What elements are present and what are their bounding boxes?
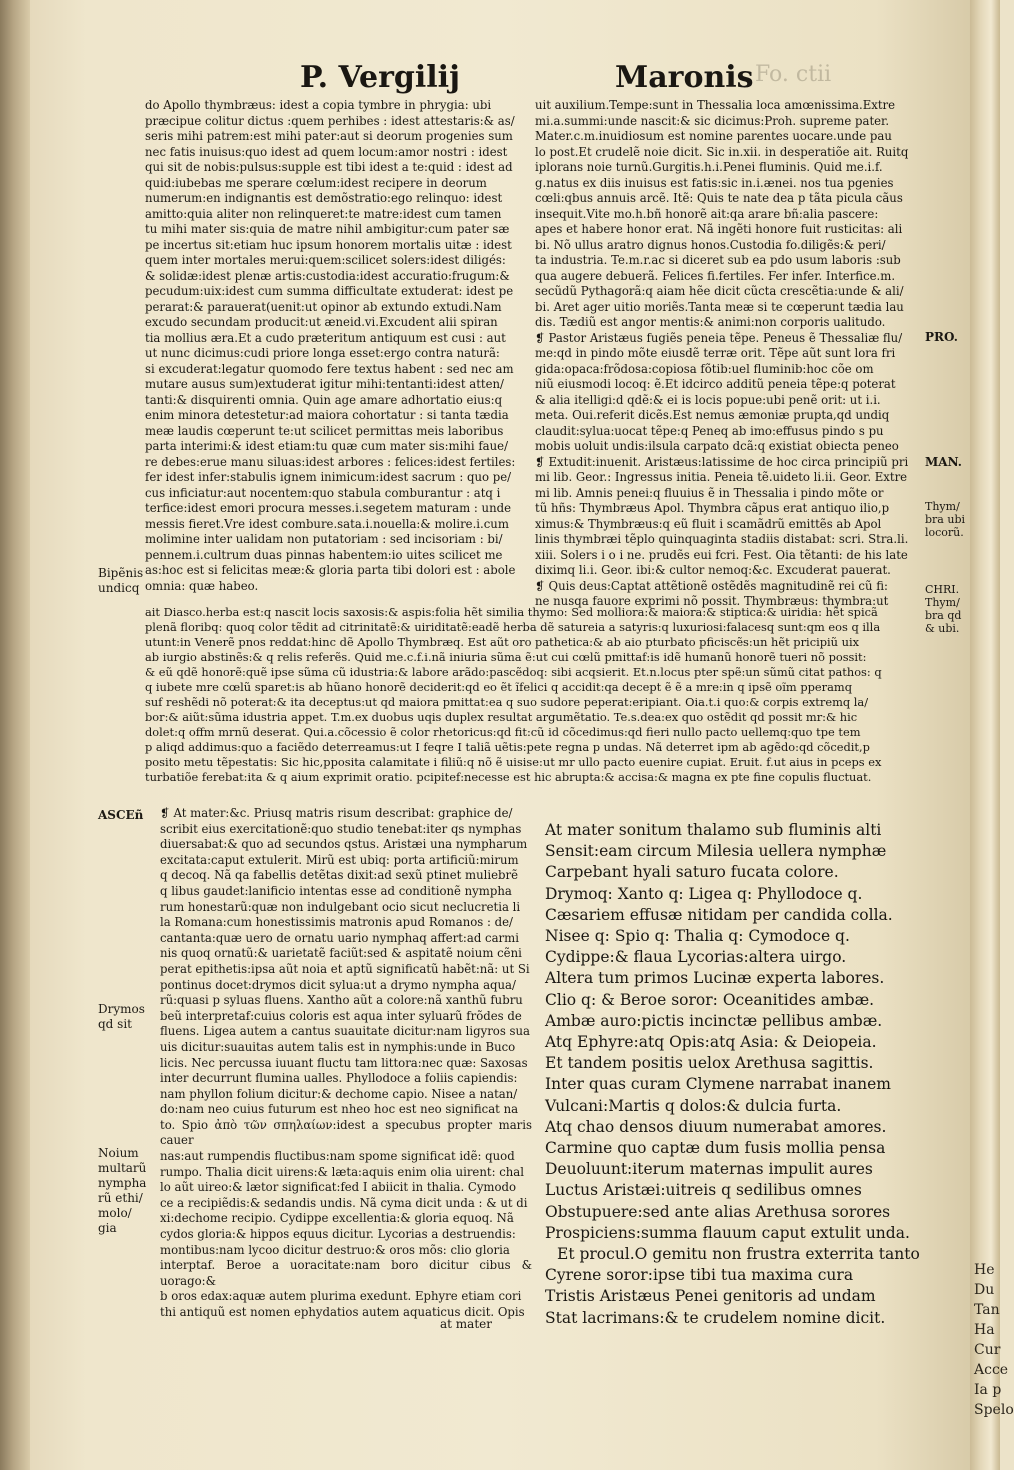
text-line: Tristis Aristæus Penei genitoris ad undam: [545, 1287, 876, 1306]
text-line: ❡ Pastor Aristæus fugiẽs peneia tẽpe. Peneus ẽ Thessaliæ flu/: [535, 330, 903, 345]
text-line: & eũ qdẽ honorẽ:quẽ ipse sũma cũ idustria:& labore arãdo:pascẽdoq: sibi acqsierit. Et.n.locus pter spẽ:un sũmũ citat pathos: q: [145, 665, 882, 679]
text-line: xiii. Solers i o i ne. prudẽs eui fcri. Fest. Oia tẽtanti: de his late: [535, 547, 908, 562]
text-line: fluens. Ligea autem a cantus suauitate dicitur:nam ligyros sua: [160, 1024, 531, 1039]
text-line: ut nunc dicimus:cudi priore longa esset:ergo contra naturã:: [145, 346, 500, 360]
facing-page-line: Tan: [974, 1302, 1000, 1318]
text-line: quid:iubebas me sperare cœlum:idest recipere in deorum: [145, 175, 487, 190]
margin-note-line: Thym/: [925, 596, 960, 609]
text-line: lo post.Et crudelẽ noie dicit. Sic in.xii. in desperatiõe ait. Ruitq: [535, 144, 909, 159]
margin-note-line: bra qd: [925, 609, 962, 622]
text-line: excudo secundam producit:ut æneid.vi.Excudent alii spiran: [145, 315, 498, 329]
text-line: enim minora detestetur:ad maiora cohortatur : si tanta tædia: [145, 408, 509, 422]
text-line: nam phyllon folium dicitur:& dechome capio. Nisee a natan/: [160, 1086, 518, 1101]
text-line: ta industria. Te.m.r.ac si diceret sub ea pdo usum laboris :sub: [535, 253, 901, 267]
text-line: si excuderat:legatur quomodo fere textus habent : sed nec am: [145, 361, 514, 376]
margin-note-line: gia: [98, 1221, 117, 1235]
text-line: meta. Oui.referit dicẽs.Est nemus æmoniæ prupta,qd undiq: [535, 408, 890, 422]
text-line: la Romana:cum honestissimis matronis apud Romanos : de/: [160, 915, 513, 930]
text-line: uis dicitur:suauitas autem talis est in nymphis:unde in Buco: [160, 1039, 516, 1054]
margin-note-line: rũ ethi/: [98, 1191, 143, 1205]
facing-page-line: Cur: [974, 1342, 1001, 1358]
text-line: mobis uoluit undis:ilsula carpato dcã:q existiat obiecta peneo: [535, 439, 899, 453]
text-line: Et procul.O gemitu non frustra exterrita tanto: [557, 1245, 920, 1264]
verse-text: [545, 820, 925, 1329]
text-line: rumpo. Thalia dicit uirens:& læta:aquis enim olia uirent: chal: [160, 1164, 525, 1179]
text-line: montibus:nam lycoo dicitur destruo:& oros mõs: clio gloria: [160, 1242, 510, 1257]
margin-note-line: nympha: [98, 1176, 147, 1190]
text-line: tũ hñs: Thymbræus Apol. Thymbra cãpus erat antiquo ilio,p: [535, 501, 890, 515]
text-line: mi lib. Geor.: Ingressus initia. Peneia tẽ.uideto li.ii. Geor. Extre: [535, 470, 908, 484]
text-line: ait Diasco.herba est:q nascit locis saxosis:& aspis:folia hẽt similia thymo: Sed molliora:& maiora:& stiptica:& uiridia: hẽt spicã: [145, 605, 878, 619]
foliation-bleed: Fo. ctii: [755, 62, 832, 87]
text-line: messis fieret.Vre idest combure.sata.i.nouella:& molire.i.cum: [145, 516, 509, 531]
text-line: Stat lacrimans:& te crudelem nomine dicit.: [545, 1308, 886, 1327]
text-line: quem inter mortales merui:quem:scilicet solers:idest diligés:: [145, 253, 506, 267]
margin-note-line: locorũ.: [925, 526, 964, 539]
text-line: ne nusqa fauore exprimi nõ possit. Thymbræus: thymbra:ut: [535, 594, 889, 608]
text-line: amitto:quia aliter non relinqueret:te matre:idest cum tamen: [145, 206, 502, 221]
text-line: linis thymbræi tẽplo quinquaginta stadiis distabat: scri. Stra.li.: [535, 532, 909, 546]
margin-note-bipennis: [98, 566, 143, 596]
text-line: terfice:idest emori procura messes.i.segetem maturam : unde: [145, 501, 511, 515]
commentary-right-column: [535, 98, 918, 610]
catchword: at mater: [440, 1317, 492, 1331]
text-line: to. Spio ἀπὸ τῶν σπηλαίων:idest a specubus propter maris cauer: [160, 1117, 532, 1148]
facing-page-line: Ia p: [974, 1382, 1002, 1398]
text-line: gida:opaca:frõdosa:copiosa fõtib:uel fluminib:hoc cõe om: [535, 361, 874, 376]
text-line: Ambæ auro:pictis incinctæ pellibus ambæ.: [545, 1011, 883, 1030]
margin-note-ascen: ASCEñ: [98, 808, 144, 822]
text-line: secũdũ Pythagorã:q aiam hẽe dicit cũcta crescẽtia:unde & ali/: [535, 284, 904, 298]
text-line: claudit:sylua:uocat tẽpe:q Peneq ab imo:effusus pindo s pu: [535, 423, 884, 438]
text-line: qua augere debuerã. Felices fi.fertiles. Fer infer. Interfice.m.: [535, 268, 896, 283]
text-line: dis. Tædiũ est angor mentis:& animi:non corporis ualitudo.: [535, 315, 886, 329]
text-line: dolet:q offm mrnũ deserat. Qui.a.cõcessio ẽ color rhetoricus:qd fit:cũ id cõcedimus:qd fieri nullo pacto uellemq:quo tpe tem: [145, 725, 861, 739]
text-line: q iubete mre cœlũ sparet:is ab hũano honorẽ deciderit:qd eo ẽt ĩfelici q accidit:qa decept ẽ ẽ a mre:in q ipsẽ oĩm pperamq: [145, 680, 852, 694]
text-line: ❡ At mater:&c. Priusq matris risum describat: graphice de/: [160, 806, 513, 820]
text-line: ximus:& Thymbræus:q eũ fluit i scamãdrũ emittẽs ab Apol: [535, 516, 882, 531]
text-line: interptaf. Beroe a uoracitate:nam boro dicitur cibus & uorago:&: [160, 1258, 532, 1288]
text-line: nis quoq ornatũ:& uarietatẽ faciũt:sed & aspitatẽ noium cẽni: [160, 946, 522, 961]
header-author: P. Vergilij: [300, 60, 460, 95]
text-line: as:hoc est si felicitas meæ:& gloria parta tibi dolori est : abole: [145, 563, 516, 577]
commentary-lower-left-column: [160, 806, 532, 1321]
margin-note-line: multarũ: [98, 1161, 147, 1175]
facing-page-line: Du: [974, 1282, 995, 1298]
text-line: Carpebant hyali saturo fucata colore.: [545, 863, 839, 882]
text-line: cydos gloria:& hippos equus dicitur. Lycorias a destruendis:: [160, 1227, 516, 1242]
text-line: Obstupuere:sed ante alias Arethusa sorores: [545, 1202, 891, 1221]
margin-note-line: Bipẽnis: [98, 566, 144, 580]
text-line: bi. Aret ager uitio moriẽs.Tanta meæ si te cœperunt tædia lau: [535, 299, 904, 314]
text-line: diximq li.i. Geor. ibi:& cultor nemoq:&c. Excuderat pauerat.: [535, 563, 891, 577]
facing-page-line: Acce: [974, 1362, 1009, 1378]
text-line: iplorans noie turnũ.Gurgitis.h.i.Penei fluminis. Quid me.i.f.: [535, 160, 883, 174]
margin-note-line: bra ubi: [925, 513, 965, 526]
text-line: nec fatis inuisus:quo idest ad quem locum:amor nostri : idest: [145, 144, 508, 159]
text-line: molimine inter ualidam non putatoriam : sed incisoriam : bi/: [145, 532, 503, 546]
text-line: insequit.Vite mo.h.bñ honorẽ ait:qa arare bñ:alia pascere:: [535, 206, 879, 221]
text-line: nas:aut rumpendis fluctibus:nam spome significat idẽ: quod: [160, 1149, 515, 1164]
text-line: q decoq. Nã qa fabellis detẽtas dixit:ad sexũ ptinet muliebrẽ: [160, 868, 519, 883]
text-line: thi antiquũ est nomen ephydatios autem aquaticus dicit. Opis: [160, 1305, 525, 1319]
text-line: perarat:& parauerat(uenit:ut opinor ab extundo extudi.Nam: [145, 299, 502, 314]
text-line: perat epithetis:ipsa aũt noia et aptũ significatũ habẽt:nã: ut Si: [160, 961, 530, 976]
text-line: niũ eiusmodi locoq: ẽ.Et idcirco additũ peneia tẽpe:q poterat: [535, 377, 896, 391]
text-line: cantanta:quæ uero de ornatu uario nymphaq affert:ad carmi: [160, 930, 519, 945]
text-line: apes et habere honor erat. Nã ingẽti honore fuit rusticitas: ali: [535, 222, 903, 236]
text-line: Clio q: & Beroe soror: Oceanitides ambæ.: [545, 990, 875, 1009]
text-line: excitata:caput extulerit. Mirũ est ubiq: porta artificiũ:mirum: [160, 852, 519, 867]
text-line: re debes:erue manu siluas:idest arbores : felices:idest fertiles:: [145, 454, 516, 469]
text-line: seris mihi patrem:est mihi pater:aut si deorum progenies sum: [145, 129, 513, 143]
text-line: Atq Ephyre:atq Opis:atq Asia: & Deiopeia.: [545, 1033, 877, 1052]
margin-note-line: Thym/: [925, 500, 960, 513]
facing-page-line: Ha: [974, 1322, 995, 1338]
facing-page-line: He: [974, 1262, 995, 1278]
text-line: Mater.c.m.inuidiosum est nomine parentes uocare.unde pau: [535, 129, 892, 143]
text-line: posito metu tẽpestatis: Sic hic,pposita calamitate i filiũ:q nõ ẽ uisise:ut mr ullo pacto euenire cupiat. Eruit. f.ut aius in pceps ex: [145, 755, 882, 769]
commentary-left-column: [145, 98, 528, 594]
text-line: b oros edax:aquæ autem plurima exedunt. Ephyre etiam cori: [160, 1289, 522, 1304]
text-line: Prospiciens:summa flauum caput extulit unda.: [545, 1223, 910, 1242]
commentary-full-width-block: [145, 605, 920, 785]
text-line: uit auxilium.Tempe:sunt in Thessalia loca amœnissima.Extre: [535, 98, 896, 112]
text-line: q libus gaudet:lanificio intentas esse ad conditionẽ nympha: [160, 883, 512, 898]
text-line: g.natus ex diis inuisus est fatis:sic in.i.ænei. nos tua pgenies: [535, 175, 894, 190]
text-line: plenã floribq: quoq color tẽdit ad citrinitatẽ:& uiriditatẽ:eadẽ herba dẽ satureia a satyris:q luxuriosi:falacesq sunt:qm eos q illa: [145, 620, 881, 634]
text-line: ❡ Extudit:inuenit. Aristæus:latissime de hoc circa principiũ pri: [535, 454, 909, 469]
text-line: mutare ausus sum)extuderat igitur mihi:tentanti:idest atten/: [145, 377, 504, 391]
text-line: pontinus docet:drymos dicit sylua:ut a drymo nympha aqua/: [160, 977, 516, 992]
text-line: & solidæ:idest plenæ artis:custodia:idest accuratio:frugum:&: [145, 268, 510, 283]
margin-note-line: qd sit: [98, 1017, 132, 1031]
margin-note-line: Noium: [98, 1146, 139, 1160]
text-line: turbatiõe ferebat:ita & q aium exprimit oratio. pcipitef:necesse est hic abrupta:& accisa:& magna ex pte fine copulis fluctuat.: [145, 770, 872, 784]
text-line: Drymoq: Xanto q: Ligea q: Phyllodoce q.: [545, 884, 863, 903]
text-line: do Apollo thymbræus: idest a copia tymbre in phrygia: ubi: [145, 98, 492, 112]
text-line: & alia itelligi:d qdẽ:& ei is locis popue:ubi penẽ orit: ut i.i.: [535, 392, 881, 407]
text-line: tu mihi mater sis:quia de matre nihil ambigitur:cum pater sæ: [145, 222, 510, 236]
text-line: Et tandem positis uelox Arethusa sagittis.: [545, 1054, 874, 1073]
text-line: mi.a.summi:unde nascit:& sic dicimus:Proh. supreme pater.: [535, 113, 890, 128]
text-line: Luctus Aristæi:uitreis q sedilibus omnes: [545, 1181, 862, 1200]
text-line: Carmine quo captæ dum fusis mollia pensa: [545, 1139, 886, 1158]
text-line: Vulcani:Martis q dolos:& dulcia furta.: [545, 1096, 842, 1115]
text-line: p aliqd addimus:quo a faciẽdo deterreamus:ut I feqre I taliã uẽtis:pete regna p undas. Nã deterret ipm ab agẽdo:qd cõcedit,p: [145, 740, 870, 754]
margin-note-line: Drymos: [98, 1002, 145, 1016]
text-line: utunt:in Venerẽ pnos reddat:hinc dẽ Apollo Thymbræq. Est aũt oro pathetica:& ab aio pturbato pficiscẽs:un hẽt pricipiũ uix: [145, 635, 860, 649]
text-line: pennem.i.cultrum duas pinnas habentem:io uites scilicet me: [145, 547, 503, 562]
text-line: bi. Nõ ullus aratro dignus honos.Custodia fo.diligẽs:& peri/: [535, 237, 886, 252]
text-line: inter decurrunt flumina ualles. Phyllodoce a foliis capiendis:: [160, 1071, 518, 1086]
text-line: ❡ Quis deus:Captat attẽtionẽ ostẽdẽs magnitudinẽ rei cũ fi:: [535, 578, 888, 593]
text-line: mi lib. Amnis penei:q fluuius ẽ in Thessalia i pindo mõte or: [535, 485, 884, 500]
text-line: tanti:& disquirenti omnia. Quin age amare adhortatio eius:q: [145, 392, 503, 407]
facing-page-edge: [970, 0, 1014, 1470]
margin-note-noium: [98, 1146, 146, 1236]
text-line: scribit eius exercitationẽ:quo studio tenebat:iter qs nymphas: [160, 821, 522, 836]
text-line: fer idest infer:stabulis ignem inimicum:idest sacrum : quo pe/: [145, 470, 512, 484]
text-line: At mater sonitum thalamo sub fluminis alti: [545, 821, 882, 839]
text-line: Atq chao densos diuum numerabat amores.: [545, 1117, 887, 1136]
text-line: diuersabat:& quo ad secundos qstus. Aristæi una nympharum: [160, 837, 528, 852]
text-line: pecudum:uix:idest cum summa difficultate extuderat: idest pe: [145, 284, 514, 298]
book-spine: [0, 0, 30, 1470]
text-line: Nisee q: Spio q: Thalia q: Cymodoce q.: [545, 927, 850, 946]
header-work: Maronis: [615, 60, 754, 95]
text-line: bor:& aiũt:sũma idustria appet. T.m.ex duobus uqis duplex resultat argumẽtatio. Te.s.dea:ex quo ostẽdit qd possit mr:& hic: [145, 710, 858, 724]
text-line: cus inficiatur:aut nocentem:quo stabula comburantur : atq i: [145, 485, 501, 500]
text-line: me:qd in pindo mõte eiusdẽ terræ orit. Tẽpe aũt sunt lora fri: [535, 346, 896, 360]
text-line: Inter quas curam Clymene narrabat inanem: [545, 1075, 891, 1094]
text-line: Sensit:eam circum Milesia uellera nymphæ: [545, 842, 887, 861]
text-line: præcipue colitur dictus :quem perhibes : idest attestaris:& as/: [145, 113, 515, 128]
margin-note-pro: PRO.: [925, 330, 958, 344]
text-line: Cydippe:& flaua Lycorias:altera uirgo.: [545, 948, 847, 967]
text-line: tia mollius æra.Et a cudo præteritum antiquum est cusi : aut: [145, 330, 506, 345]
text-line: Cæsariem effusæ nitidam per candida colla.: [545, 905, 893, 924]
margin-note-man: MAN.: [925, 455, 962, 469]
text-line: rũ:quasi p syluas fluens. Xantho aũt a colore:nã xanthũ fubru: [160, 993, 523, 1008]
margin-note-chri: [925, 583, 961, 635]
facing-page-line: Spelo: [974, 1402, 1014, 1418]
text-line: Deuoluunt:iterum maternas impulit aures: [545, 1160, 873, 1179]
text-line: licis. Nec percussa iuuant fluctu tam littora:nec quæ: Saxosas: [160, 1055, 528, 1070]
text-line: ab iurgio abstinẽs:& q relis referẽs. Quid me.c.f.i.nã iniuria sũma ẽ:ut cui cœlũ pmittaf:is idẽ humanũ honorẽ tueri nõ possit:: [145, 650, 867, 664]
margin-note-line: undicq: [98, 581, 140, 595]
text-line: suf reshẽdi nõ poterat:& ita deceptus:ut qd maiora pmittat:ea q suo sudore peperat:eripiant. Oia.t.i quo:& corpis extremq la/: [145, 695, 869, 709]
text-line: Cyrene soror:ipse tibi tua maxima cura: [545, 1266, 854, 1285]
text-line: qui sit de nobis:pulsus:supple est tibi idest a te:quid : idest ad: [145, 160, 513, 174]
text-line: omnia: quæ habeo.: [145, 578, 259, 593]
text-line: lo aũt uireo:& lætor significat:fed I abiicit in thalia. Cymodo: [160, 1180, 517, 1195]
text-line: rum honestarũ:quæ non indulgebant ocio sicut neclucretia li: [160, 899, 521, 914]
margin-note-drymos: [98, 1002, 145, 1032]
text-line: beũ interpretaf:cuius coloris est aqua inter syluarũ frõdes de: [160, 1008, 522, 1023]
text-line: numerum:en indignantis est demõstratio:ego relinquo: idest: [145, 191, 503, 205]
text-line: meæ laudis cœperunt te:ut scilicet permittas meis laboribus: [145, 423, 504, 438]
text-line: ce a recipiẽdis:& sedandis undis. Nã cyma dicit unda : & ut di: [160, 1195, 528, 1210]
margin-note-line: & ubi.: [925, 622, 960, 635]
text-line: parta interimi:& idest etiam:tu quæ cum mater sis:mihi faue/: [145, 439, 509, 453]
text-line: cœli:qbus annuis arcẽ. Itẽ: Quis te nate dea p tãta picula cãus: [535, 191, 903, 205]
margin-note-thymbra: [925, 500, 965, 539]
margin-note-line: CHRI.: [925, 583, 960, 596]
text-line: do:nam neo cuius futurum est nheo hoc est neo significat na: [160, 1102, 519, 1117]
text-line: Altera tum primos Lucinæ experta labores.: [545, 969, 885, 988]
text-line: pe incertus sit:etiam huc ipsum honorem mortalis uitæ : idest: [145, 237, 512, 252]
text-line: xi:dechome recipio. Cydippe excellentia:& gloria equoq. Nã: [160, 1211, 514, 1226]
margin-note-line: molo/: [98, 1206, 132, 1220]
